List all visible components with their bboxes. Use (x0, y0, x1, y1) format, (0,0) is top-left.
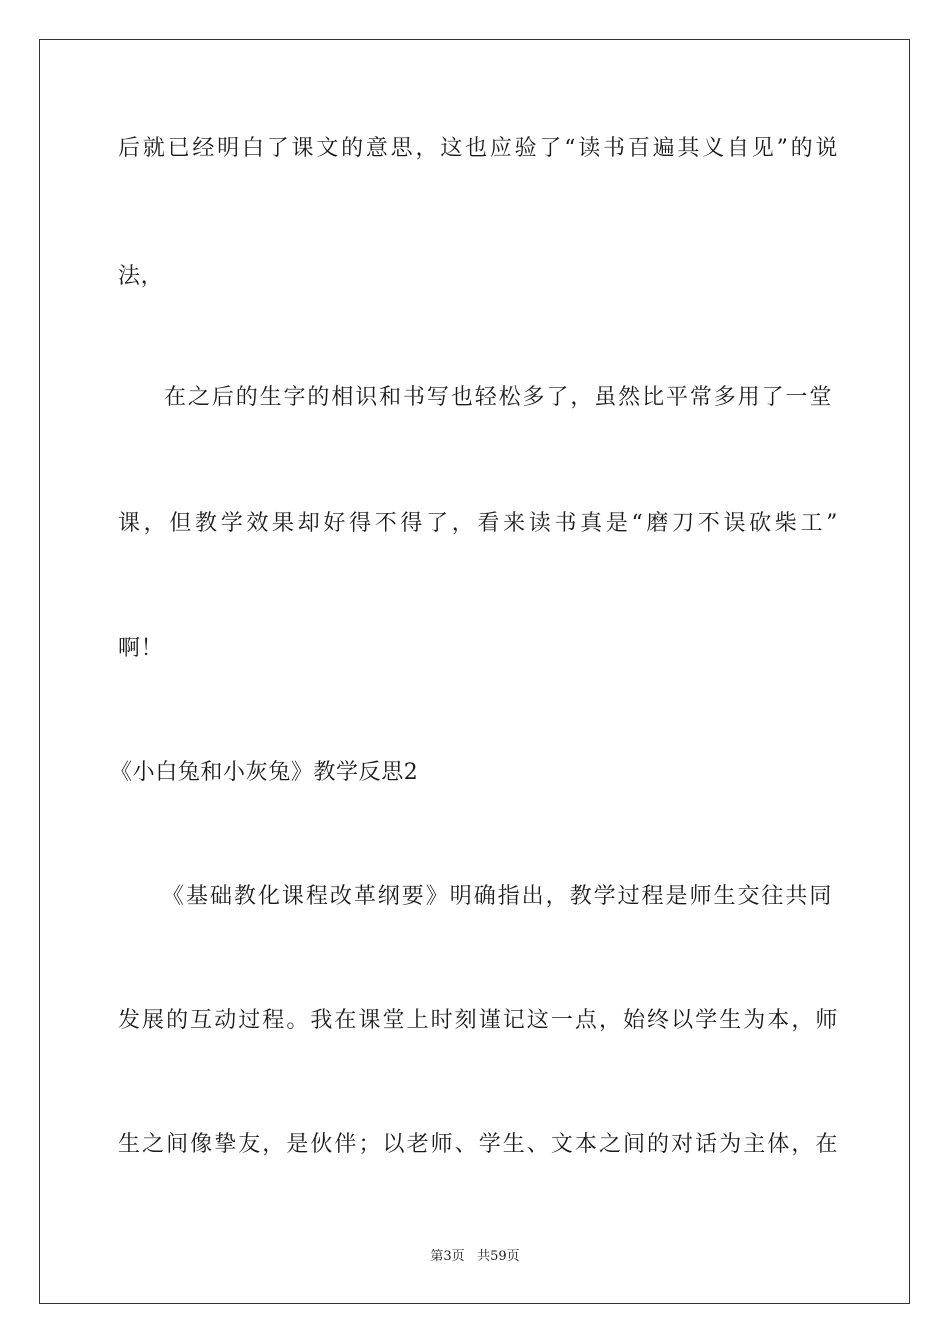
page-footer (0, 1248, 950, 1266)
body-text-line: 法， (118, 264, 164, 289)
body-text-line: 生之间像挚友，是伙伴；以老师、学生、文本之间的对话为主体，在 (118, 1132, 838, 1157)
page-total: 共59页 (477, 1249, 520, 1264)
page-border (39, 39, 910, 1304)
paragraph-first-line: 《基础教化课程改革纲要》明确指出，教学过程是师生交往共同 (162, 884, 832, 909)
body-text-line: 后就已经明白了课文的意思，这也应验了“读书百遍其义自见”的说 (118, 136, 838, 161)
page-number: 第3页 (430, 1249, 465, 1264)
body-text-line: 啊！ (118, 636, 164, 661)
body-text-line: 发展的互动过程。我在课堂上时刻谨记这一点，始终以学生为本，师 (118, 1008, 838, 1033)
paragraph-first-line: 在之后的生字的相识和书写也轻松多了，虽然比平常多用了一堂 (164, 385, 832, 410)
body-text-line: 课，但教学效果却好得不得了，看来读书真是“磨刀不误砍柴工” (118, 511, 838, 536)
section-heading: 《小白兔和小灰兔》教学反思2 (110, 760, 419, 785)
